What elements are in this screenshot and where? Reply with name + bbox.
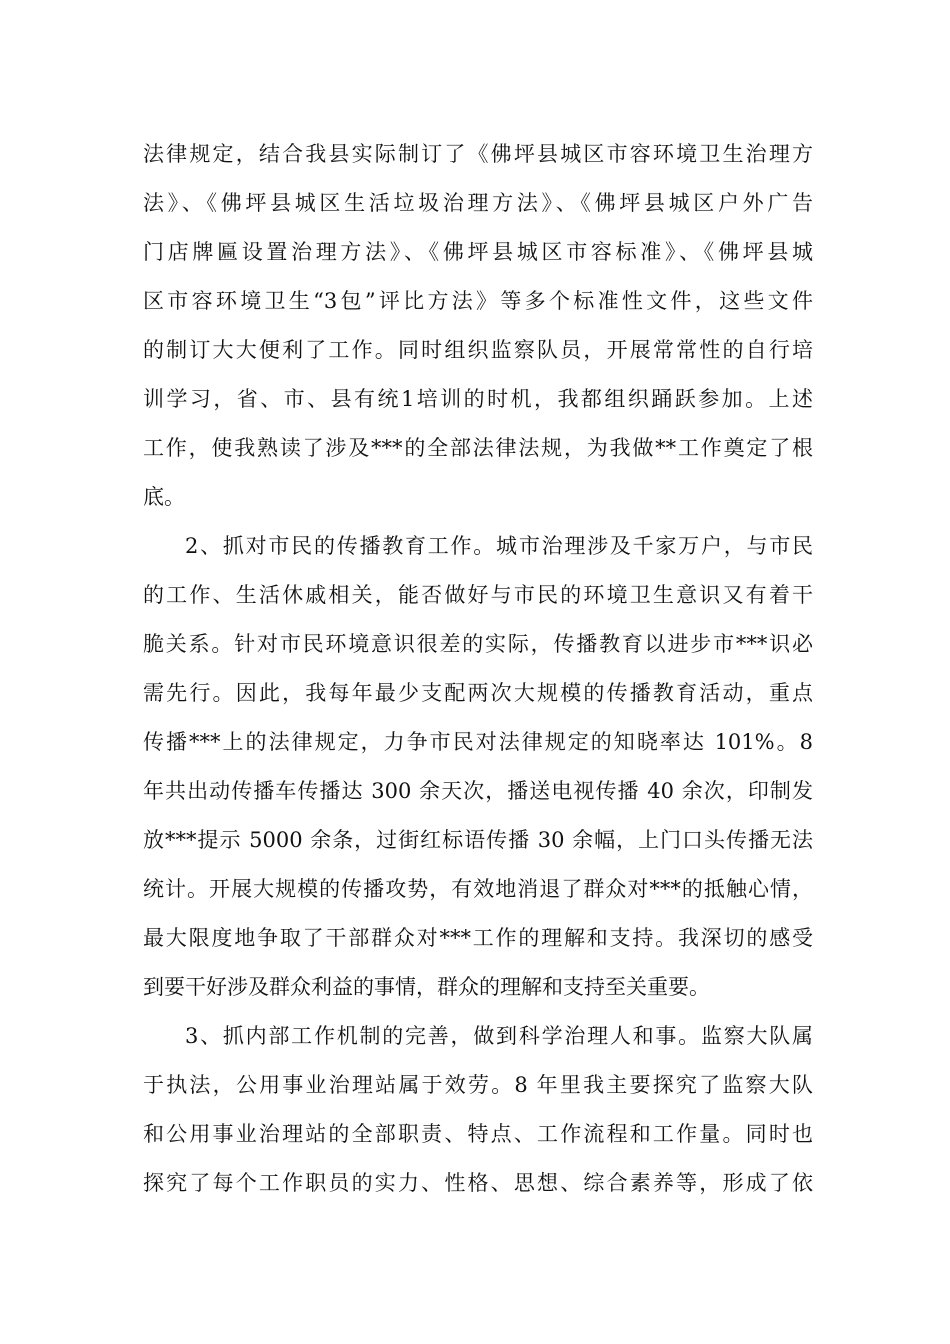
text-line: 到要干好涉及群众利益的事情，群众的理解和支持至关重要。: [143, 975, 710, 999]
text-line: 底。: [143, 485, 185, 509]
paragraph-internal-mechanism: [143, 1012, 813, 1208]
document-body: [143, 130, 813, 1208]
text-line: 探究了每个工作职员的实力、性格、思想、综合素养等，形成了依: [143, 1171, 813, 1195]
text-line: 年共出动传播车传播达 300 余天次，播送电视传播 40 余次，印制发: [143, 779, 813, 803]
text-line: 工作，使我熟读了涉及***的全部法律法规，为我做**工作奠定了根: [143, 436, 813, 460]
text-line: 最大限度地争取了干部群众对***工作的理解和支持。我深切的感受: [143, 926, 813, 950]
text-line: 需先行。因此，我每年最少支配两次大规模的传播教育活动，重点: [143, 681, 813, 705]
text-line: 法》、《佛坪县城区生活垃圾治理方法》、《佛坪县城区户外广告: [143, 191, 813, 215]
text-line: 的工作、生活休戚相关，能否做好与市民的环境卫生意识又有着干: [143, 583, 813, 607]
text-line: 于执法，公用事业治理站属于效劳。8 年里我主要探究了监察大队: [143, 1073, 813, 1097]
paragraph-public-education: [143, 522, 813, 1012]
text-line: 放***提示 5000 余条，过街红标语传播 30 余幅，上门口头传播无法: [143, 828, 813, 852]
text-line: 3、抓内部工作机制的完善，做到科学治理人和事。监察大队属: [185, 1024, 813, 1048]
text-line: 和公用事业治理站的全部职责、特点、工作流程和工作量。同时也: [143, 1122, 813, 1146]
text-line: 2、抓对市民的传播教育工作。城市治理涉及千家万户，与市民: [185, 534, 813, 558]
text-line: 训学习，省、市、县有统1培训的时机，我都组织踊跃参加。上述: [143, 387, 813, 411]
paragraph-regulations: [143, 130, 813, 522]
text-line: 法律规定，结合我县实际制订了《佛坪县城区市容环境卫生治理方: [143, 142, 813, 166]
text-line: 的制订大大便利了工作。同时组织监察队员，开展常常性的自行培: [143, 338, 813, 362]
text-line: 区市容环境卫生“3包”评比方法》等多个标准性文件，这些文件: [143, 289, 813, 313]
text-line: 传播***上的法律规定，力争市民对法律规定的知晓率达 101%。8: [143, 730, 813, 754]
text-line: 门店牌匾设置治理方法》、《佛坪县城区市容标准》、《佛坪县城: [143, 240, 813, 264]
text-line: 脆关系。针对市民环境意识很差的实际，传播教育以进步市***识必: [143, 632, 813, 656]
text-line: 统计。开展大规模的传播攻势，有效地消退了群众对***的抵触心情，: [143, 877, 813, 901]
